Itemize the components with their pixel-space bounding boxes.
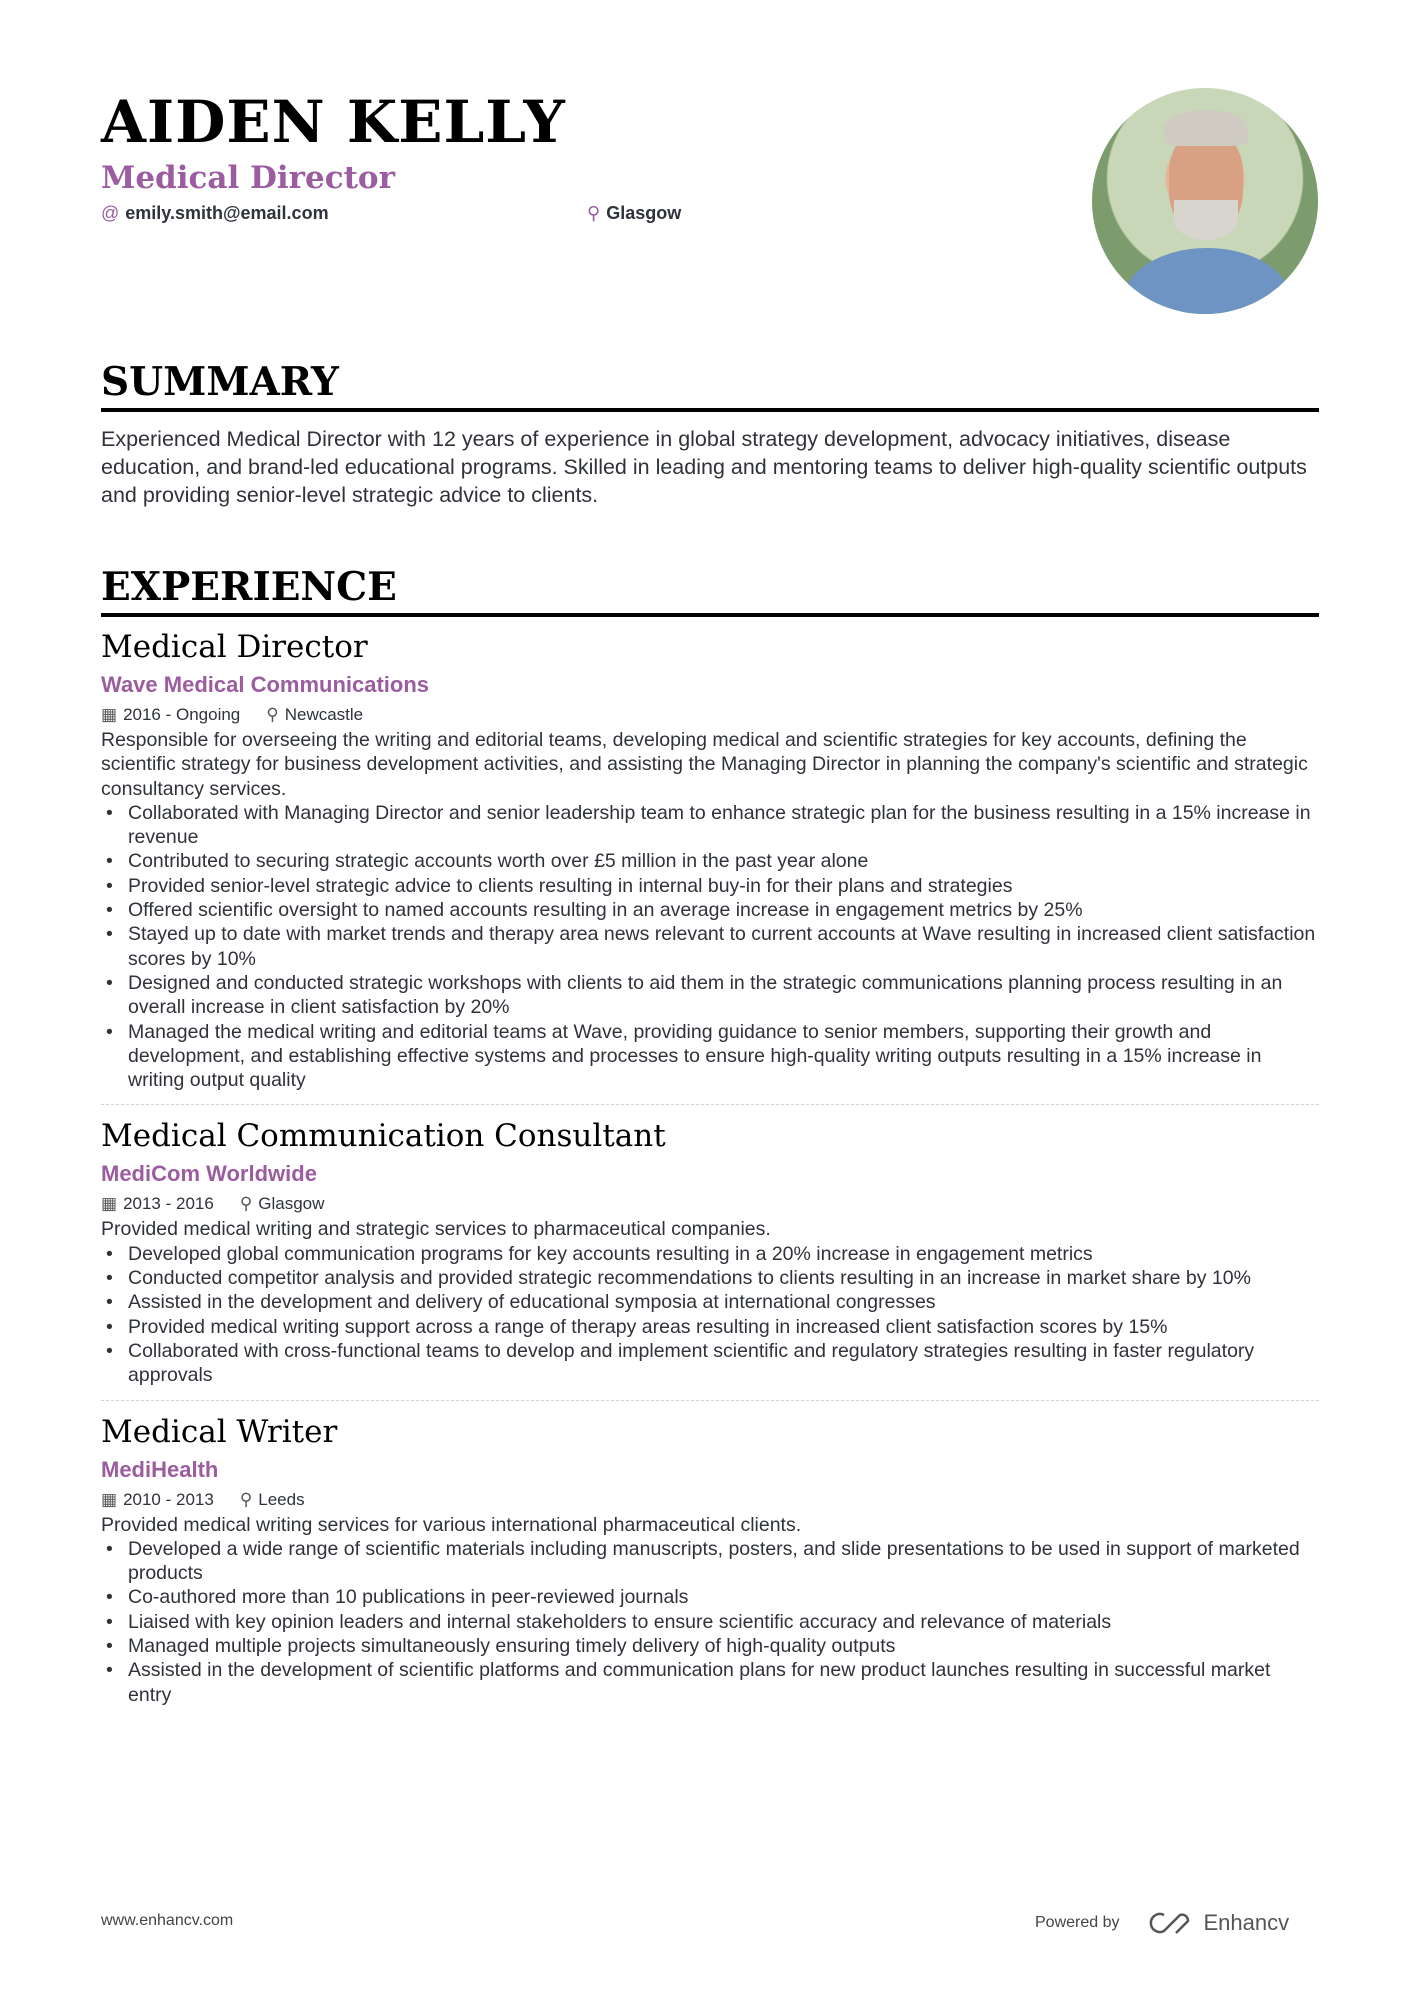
job-bullet: • Conducted competitor analysis and provided strategic recommendations to clients resulting in an increase in market share by 10% (101, 1266, 1319, 1290)
job-bullet: • Provided senior-level strategic advice to clients resulting in internal buy-in for their plans and strategies (101, 874, 1319, 898)
job-bullet: • Stayed up to date with market trends and therapy area news relevant to current accounts at Wave resulting in increased client satisfaction scores by 10% (101, 922, 1319, 971)
job-bullet: • Developed global communication programs for key accounts resulting in a 20% increase in engagement metrics (101, 1242, 1319, 1266)
job-entry (101, 1115, 1319, 1400)
job-title: Medical Communication Consultant (101, 1118, 666, 1155)
job-meta (101, 702, 1319, 728)
powered-by-label: Powered by (1035, 1914, 1120, 1931)
job-title: Medical Director (101, 629, 368, 665)
job-bullet: • Collaborated with Managing Director and senior leadership team to enhance strategic plan for the business resulting in a 15% increase in revenue (101, 801, 1319, 850)
job-bullet: • Designed and conducted strategic workshops with clients to aid them in the strategic communications planning process resulting in an overall increase in client satisfaction by 20% (101, 971, 1319, 1020)
at-icon: @ (101, 203, 120, 223)
job-bullets (101, 1537, 1319, 1707)
enhancv-brand: Enhancv (1203, 1910, 1290, 1935)
enhancv-logo-icon (1146, 1911, 1192, 1935)
job-bullet: • Managed the medical writing and editorial teams at Wave, providing guidance to senior members, supporting their growth and development, and establishing effective systems and processes to ensure high-quality writing outputs resulting in a 15% increase in writing output quality (101, 1020, 1319, 1093)
calendar-icon: ▦ (101, 1194, 118, 1214)
job-bullet: • Collaborated with cross-functional teams to develop and implement scientific and regulatory strategies resulting in faster regulatory approvals (101, 1339, 1319, 1388)
experience-list (101, 626, 1319, 1729)
job-bullet: • Assisted in the development of scientific platforms and communication plans for new product launches resulting in successful market entry (101, 1658, 1319, 1707)
job-bullet: • Contributed to securing strategic accounts worth over £5 million in the past year alone (101, 849, 1319, 873)
job-entry (101, 626, 1319, 1105)
job-meta (101, 1487, 1319, 1513)
location-pin-icon: ⚲ (266, 705, 279, 724)
job-bullet: • Liaised with key opinion leaders and internal stakeholders to ensure scientific accuracy and relevance of materials (101, 1610, 1319, 1634)
job-bullet: • Co-authored more than 10 publications in peer-reviewed journals (101, 1585, 1319, 1609)
job-bullet: • Managed multiple projects simultaneously ensuring timely delivery of high-quality outputs (101, 1634, 1319, 1658)
job-bullet: • Offered scientific oversight to named accounts resulting in an average increase in engagement metrics by 25% (101, 898, 1319, 922)
job-description: Provided medical writing and strategic services to pharmaceutical companies. (101, 1218, 771, 1241)
experience-heading: EXPERIENCE (101, 563, 1319, 617)
job-location: Leeds (258, 1489, 305, 1509)
location-pin-icon: ⚲ (239, 1489, 253, 1509)
job-bullet: • Provided medical writing support across a range of therapy areas resulting in increased client satisfaction scores by 15% (101, 1315, 1319, 1339)
company-name: Wave Medical Communications (101, 672, 430, 697)
summary-text: Experienced Medical Director with 12 years of experience in global strategy development, advocacy initiatives, disease education, and brand-led educational programs. Skilled in leading and mentoring teams to deliver high-quality scientific outputs and providing senior-level strategic advice to clients. (101, 427, 1307, 507)
job-location: Newcastle (284, 705, 364, 724)
location-pin-icon: ⚲ (239, 1194, 253, 1214)
job-location: Glasgow (258, 1194, 325, 1214)
location-pin-icon: ⚲ (587, 203, 601, 223)
job-dates: 2016 - Ongoing (123, 705, 241, 724)
job-bullets (101, 801, 1319, 1093)
location-text: Glasgow (606, 203, 682, 223)
calendar-icon: ▦ (101, 1489, 118, 1509)
candidate-name: AIDEN KELLY (101, 88, 566, 156)
summary-heading: SUMMARY (101, 358, 1319, 412)
company-name: MediHealth (101, 1456, 219, 1482)
website-link[interactable]: www.enhancv.com (101, 1912, 234, 1929)
job-meta (101, 1191, 1319, 1217)
email-text[interactable]: emily.smith@email.com (125, 203, 329, 223)
job-bullet: • Assisted in the development and delivery of educational symposia at international congresses (101, 1290, 1319, 1314)
location-contact (587, 203, 681, 224)
powered-by (1035, 1910, 1289, 1936)
email-contact (101, 203, 329, 224)
company-name: MediCom Worldwide (101, 1161, 317, 1187)
calendar-icon: ▦ (101, 705, 118, 724)
job-bullets (101, 1242, 1319, 1388)
candidate-title: Medical Director (101, 160, 395, 196)
job-dates: 2010 - 2013 (123, 1489, 214, 1509)
job-entry (101, 1411, 1319, 1719)
job-description: Provided medical writing services for various international pharmaceutical clients. (101, 1513, 802, 1536)
job-title: Medical Writer (101, 1413, 338, 1450)
job-bullet: • Developed a wide range of scientific materials including manuscripts, posters, and slide presentations to be used in support of marketed products (101, 1537, 1319, 1586)
job-dates: 2013 - 2016 (123, 1194, 214, 1214)
profile-photo (1092, 88, 1318, 314)
job-description: Responsible for overseeing the writing and editorial teams, developing medical and scientific strategies for key accounts, defining the scientific strategy for business development activities, and assisting the Managing Director in planning the company's scientific and strategic consultancy services. (101, 729, 1308, 800)
